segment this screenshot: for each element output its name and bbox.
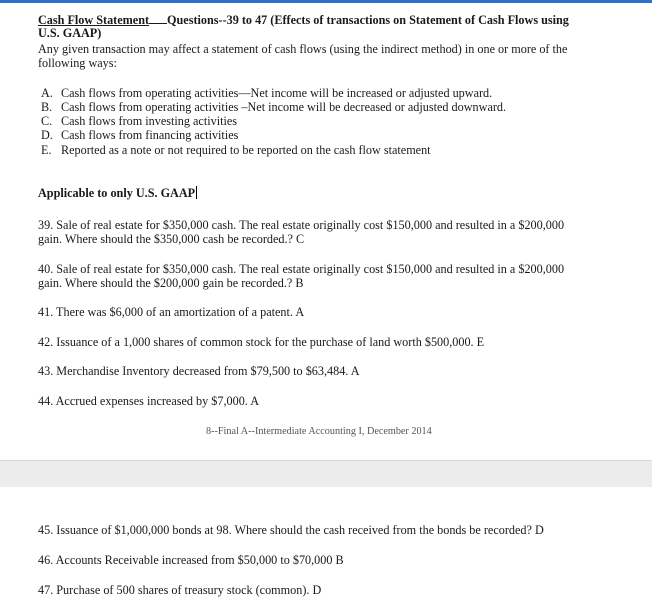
option-c bbox=[41, 114, 237, 128]
document-title-line2: U.S. GAAP) bbox=[38, 26, 102, 40]
question-41: 41. There was $6,000 of an amortization of a patent. A bbox=[38, 305, 305, 319]
question-44: 44. Accrued expenses increased by $7,000. A bbox=[38, 394, 260, 408]
option-letter: D. bbox=[41, 128, 53, 142]
option-text: Cash flows from investing activities bbox=[61, 114, 238, 128]
intro-line-1: Any given transaction may affect a statement of cash flows (using the indirect method) in one or more of the bbox=[38, 42, 568, 56]
option-letter: A. bbox=[41, 86, 53, 100]
page-break-gap bbox=[0, 460, 652, 488]
option-e bbox=[41, 143, 431, 157]
page-footer: 8--Final A--Intermediate Accounting I, December 2014 bbox=[206, 426, 432, 437]
question-45: 45. Issuance of $1,000,000 bonds at 98. Where should the cash received from the bonds be recorded? D bbox=[38, 523, 544, 537]
question-39-line-2: gain. Where should the $350,000 cash be recorded.? C bbox=[38, 232, 305, 246]
text-cursor bbox=[196, 186, 197, 199]
title-rest: Questions--39 to 47 (Effects of transactions on Statement of Cash Flows using bbox=[167, 13, 569, 27]
option-letter: E. bbox=[41, 143, 52, 157]
question-39-line-1: 39. Sale of real estate for $350,000 cash. The real estate originally cost $150,000 and resulted in a $200,000 bbox=[38, 218, 565, 232]
option-text: Reported as a note or not required to be reported on the cash flow statement bbox=[61, 143, 431, 157]
question-47: 47. Purchase of 500 shares of treasury stock (common). D bbox=[38, 583, 322, 597]
section-heading[interactable] bbox=[38, 186, 197, 200]
option-a bbox=[41, 86, 492, 100]
option-letter: B. bbox=[41, 100, 53, 114]
document-title bbox=[38, 12, 569, 27]
question-40-line-2: gain. Where should the $200,000 gain be recorded.? B bbox=[38, 276, 304, 290]
title-underlined: Cash Flow Statement bbox=[38, 13, 150, 27]
document-page-1 bbox=[0, 3, 652, 459]
title-underline-gap bbox=[149, 12, 167, 24]
question-43: 43. Merchandise Inventory decreased from $79,500 to $63,484. A bbox=[38, 364, 360, 378]
question-46: 46. Accounts Receivable increased from $50,000 to $70,000 B bbox=[38, 553, 344, 567]
option-d bbox=[41, 128, 238, 142]
option-letter: C. bbox=[41, 114, 53, 128]
option-text: Cash flows from financing activities bbox=[61, 128, 239, 142]
option-text: Cash flows from operating activities –Net income will be decreased or adjusted downward. bbox=[61, 100, 507, 114]
intro-line-2: following ways: bbox=[38, 56, 117, 70]
question-42: 42. Issuance of a 1,000 shares of common stock for the purchase of land worth $500,000. E bbox=[38, 335, 485, 349]
option-b bbox=[41, 100, 506, 114]
question-40-line-1: 40. Sale of real estate for $350,000 cash. The real estate originally cost $150,000 and resulted in a $200,000 bbox=[38, 262, 565, 276]
document-page-2 bbox=[0, 487, 652, 607]
option-text: Cash flows from operating activities—Net income will be increased or adjusted upward. bbox=[61, 86, 493, 100]
section-heading-text: Applicable to only U.S. GAAP bbox=[38, 186, 196, 200]
